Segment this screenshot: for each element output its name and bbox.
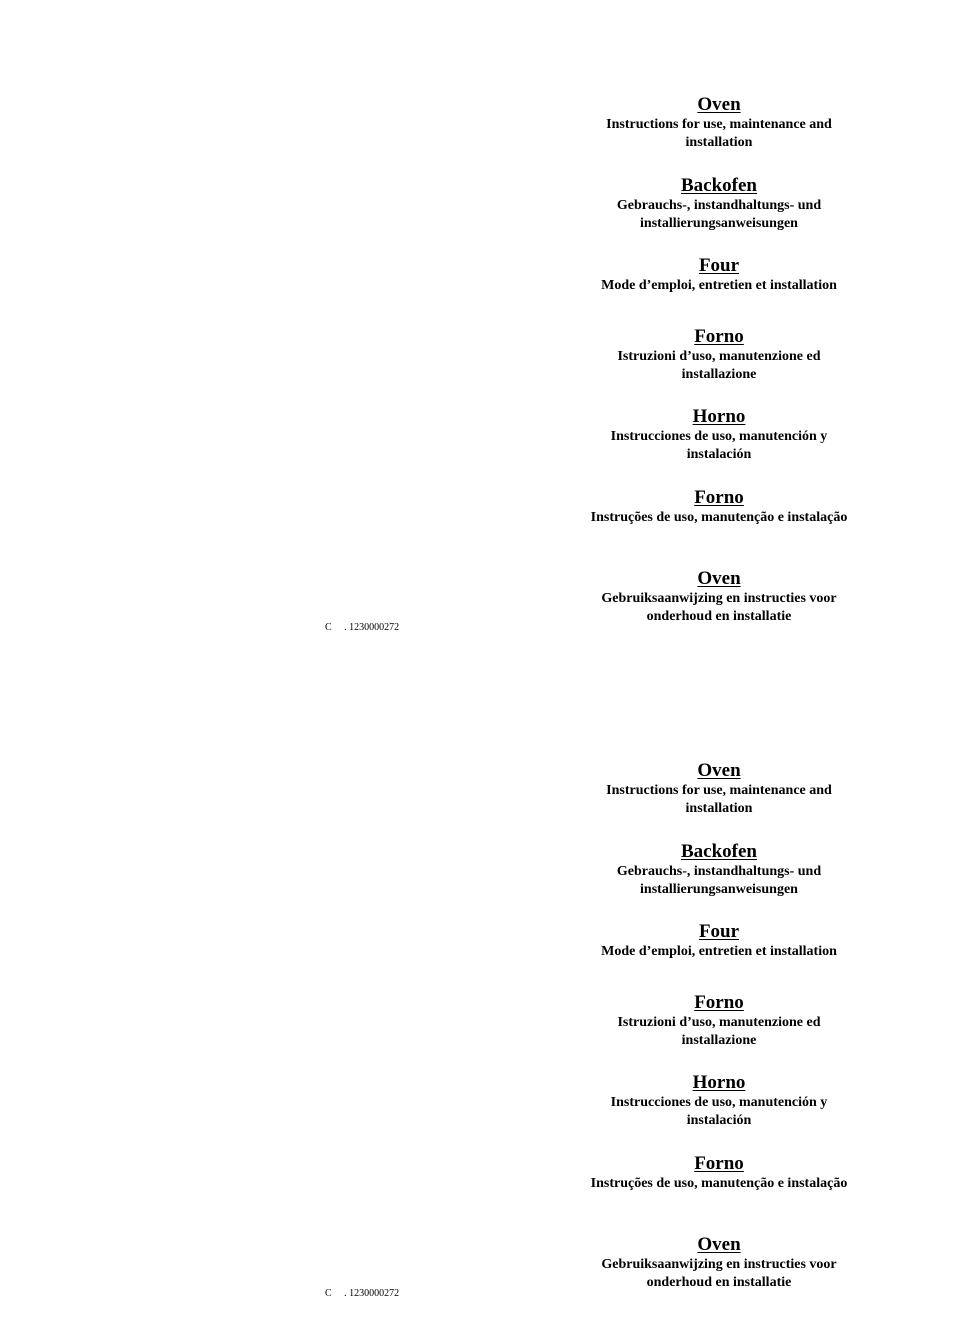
entry-subtitle: Mode d’emploi, entretien et installation (601, 944, 837, 959)
entry-title: Forno (694, 992, 744, 1013)
entry-subtitle: Istruzioni d’uso, manutenzione ed installazione (617, 349, 821, 382)
entry-title: Backofen (681, 175, 757, 196)
entry-french (583, 255, 855, 295)
cover-page-bottom (0, 666, 954, 1332)
entry-subtitle: Mode d’emploi, entretien et installation (601, 278, 837, 293)
entry-subtitle: Instructions for use, maintenance and installation (606, 117, 832, 150)
entry-title: Forno (694, 1153, 744, 1174)
cover-page-top (0, 0, 954, 666)
entry-dutch (583, 1234, 855, 1292)
entry-title: Four (698, 255, 740, 276)
document-code: C . 1230000272 (325, 622, 400, 633)
entry-portuguese (583, 487, 855, 527)
entry-subtitle: Gebruiksaanwijzing en instructies voor onderhoud en installatie (601, 1257, 837, 1290)
entry-subtitle: Instrucciones de uso, manutención y instalación (610, 429, 828, 462)
entry-title: Oven (697, 568, 741, 589)
entry-subtitle: Gebrauchs-, instandhaltungs- und installierungsanweisungen (616, 198, 822, 231)
entry-title: Oven (697, 1234, 741, 1255)
entry-subtitle: Instruções de uso, manutenção e instalação (590, 1176, 848, 1191)
entry-english (583, 94, 855, 152)
entry-dutch (583, 568, 855, 626)
entry-title: Horno (692, 406, 746, 427)
entry-french (583, 921, 855, 961)
entry-spanish (583, 1072, 855, 1130)
entry-title: Horno (692, 1072, 746, 1093)
entry-subtitle: Gebruiksaanwijzing en instructies voor onderhoud en installatie (601, 591, 837, 624)
entry-italian (583, 326, 855, 384)
entry-subtitle: Instruções de uso, manutenção e instalação (590, 510, 848, 525)
entry-german (583, 841, 855, 899)
entry-subtitle: Instructions for use, maintenance and installation (606, 783, 832, 816)
entry-spanish (583, 406, 855, 464)
entry-title: Four (698, 921, 740, 942)
entry-portuguese (583, 1153, 855, 1193)
entry-title: Forno (694, 326, 744, 347)
entry-english (583, 760, 855, 818)
entry-subtitle: Istruzioni d’uso, manutenzione ed installazione (617, 1015, 821, 1048)
entry-subtitle: Instrucciones de uso, manutención y instalación (610, 1095, 828, 1128)
entry-subtitle: Gebrauchs-, instandhaltungs- und installierungsanweisungen (616, 864, 822, 897)
entry-italian (583, 992, 855, 1050)
entry-title: Backofen (681, 841, 757, 862)
document-code: C . 1230000272 (325, 1288, 400, 1299)
entry-german (583, 175, 855, 233)
entry-title: Oven (697, 760, 741, 781)
entry-title: Oven (697, 94, 741, 115)
entry-title: Forno (694, 487, 744, 508)
